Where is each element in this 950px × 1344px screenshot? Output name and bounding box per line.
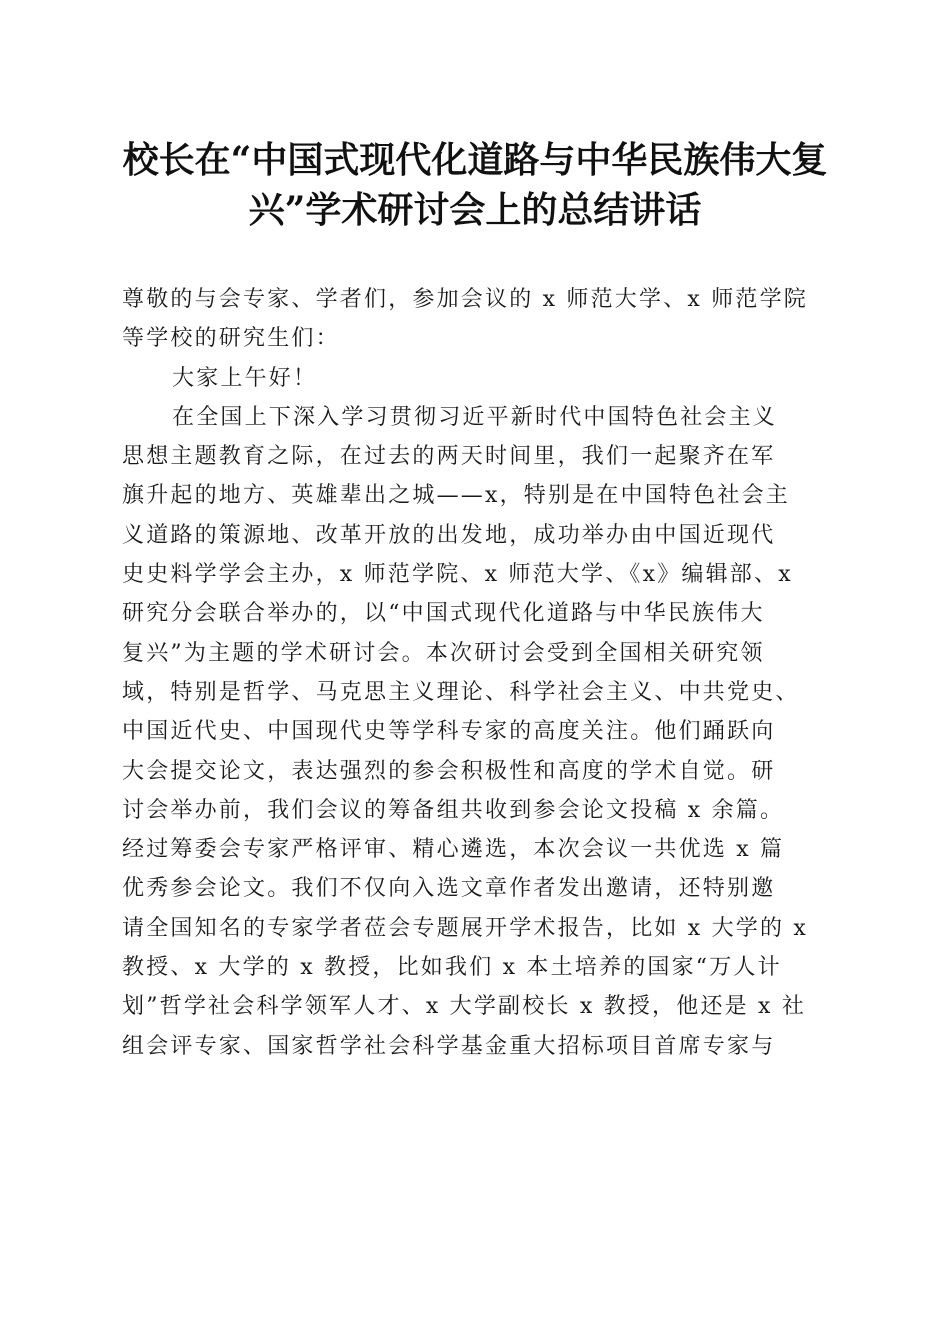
document-title [100, 135, 850, 235]
paragraph-line: 教授、x 大学的 x 教授，比如我们 x 本土培养的国家“万人计 [122, 955, 782, 981]
paragraph-line: 旗升起的地方、英雄辈出之城——x，特别是在中国特色社会主 [122, 483, 791, 509]
paragraph-line: 大会提交论文，表达强烈的参会积极性和高度的学术自觉。研 [122, 758, 776, 784]
document-body [122, 280, 830, 1066]
paragraph-line: 组会评专家、国家哲学社会科学基金重大招标项目首席专家与 [122, 1033, 776, 1059]
paragraph-line: 中国近代史、中国现代史等学科专家的高度关注。他们踊跃向 [122, 719, 776, 745]
paragraph-line: 研究分会联合举办的，以“中国式现代化道路与中华民族伟大 [122, 601, 765, 627]
salutation-line-2: 等学校的研究生们： [122, 326, 340, 352]
paragraph-line: 讨会举办前，我们会议的筹备组共收到参会论文投稿 x 余篇。 [122, 797, 785, 823]
paragraph-line: 思想主题教育之际，在过去的两天时间里，我们一起聚齐在军 [122, 444, 776, 470]
title-line-1: 校长在“中国式现代化道路与中华民族伟大复 [122, 139, 828, 181]
paragraph-line: 划”哲学社会科学领军人才、x 大学副校长 x 教授，他还是 x 社 [122, 994, 807, 1020]
salutation-line-1: 尊敬的与会专家、学者们，参加会议的 x 师范大学、x 师范学院 [122, 287, 808, 312]
paragraph-line: 史史料学学会主办，x 师范学院、x 师范大学、《x》编辑部、x [122, 562, 793, 588]
greeting: 大家上午好！ [172, 365, 318, 391]
paragraph-line: 请全国知名的专家学者莅会专题展开学术报告，比如 x 大学的 x [122, 915, 808, 941]
paragraph-line: 义道路的策源地、改革开放的出发地，成功举办由中国近现代 [122, 522, 776, 548]
title-line-2: 兴”学术研讨会上的总结讲话 [248, 189, 702, 231]
paragraph-line: 域，特别是哲学、马克思主义理论、科学社会主义、中共党史、 [122, 679, 800, 705]
paragraph-line: 优秀参会论文。我们不仅向入选文章作者发出邀请，还特别邀 [122, 876, 776, 902]
paragraph-line: 复兴”为主题的学术研讨会。本次研讨会受到全国相关研究领 [122, 640, 765, 666]
paragraph-line: 经过筹委会专家严格评审、精心遴选，本次会议一共优选 x 篇 [122, 837, 785, 863]
paragraph-line: 在全国上下深入学习贯彻习近平新时代中国特色社会主义 [172, 404, 778, 430]
